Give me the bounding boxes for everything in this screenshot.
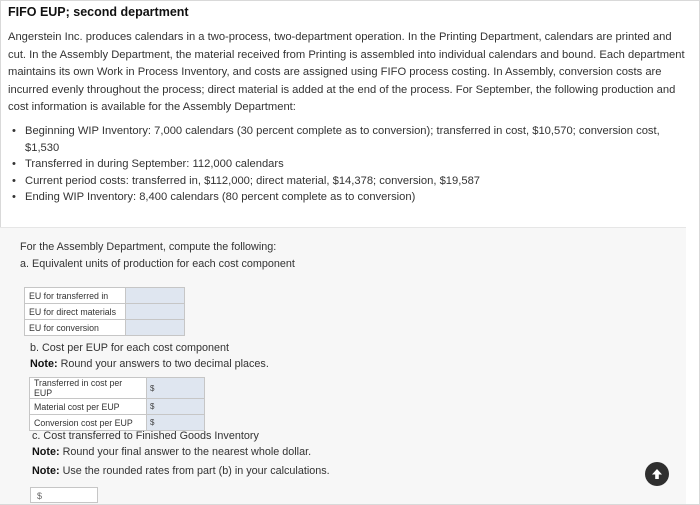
- eu-direct-materials-label: EU for direct materials: [25, 304, 126, 320]
- eu-direct-materials-input[interactable]: [126, 304, 185, 320]
- material-cost-input[interactable]: $: [147, 399, 205, 415]
- part-b-table: [29, 377, 205, 431]
- problem-title: FIFO EUP; second department: [8, 5, 189, 19]
- eu-conversion-input[interactable]: [126, 320, 185, 336]
- conversion-cost-input[interactable]: $: [147, 415, 205, 431]
- finished-goods-cost-input[interactable]: $: [30, 487, 98, 503]
- list-item: • Current period costs: transferred in, $112,000; direct material, $14,378; conversion, $19,587: [12, 174, 481, 187]
- part-a-label: a. Equivalent units of production for each cost component: [20, 258, 295, 270]
- material-cost-label: Material cost per EUP: [30, 399, 147, 415]
- eu-transferred-in-label: EU for transferred in: [25, 288, 126, 304]
- part-b-label: b. Cost per EUP for each cost component: [30, 342, 230, 354]
- part-c-note-1: Note: Round your final answer to the nearest whole dollar.: [32, 446, 312, 458]
- part-b-note: Note: Round your answers to two decimal places.: [30, 358, 269, 370]
- part-c-note-2: Note: Use the rounded rates from part (b) in your calculations.: [32, 465, 330, 477]
- problem-intro: Angerstein Inc. produces calendars in a two-process, two-department operation. In the Printing Department, calendars are printed and cut. In the Assembly Department, the material received from Printing is assembled into individual calendars and bound. Each department maintains its own Work in Process Inventory, and costs are assigned using FIFO process costing. In Assembly, conversion costs are incurred evenly throughout the process; direct material is added at the end of the process. For September, the following production and cost information is available for the Assembly Department:: [8, 31, 685, 113]
- eu-transferred-in-input[interactable]: [126, 288, 185, 304]
- info-list: [8, 123, 688, 206]
- part-c-label: c. Cost transferred to Finished Goods Inventory: [32, 430, 259, 442]
- conversion-cost-label: Conversion cost per EUP: [30, 415, 147, 431]
- list-item: • Ending WIP Inventory: 8,400 calendars (80 percent complete as to conversion): [12, 191, 416, 203]
- list-item: • Beginning WIP Inventory: 7,000 calendars (30 percent complete as to conversion); transferred in cost, $10,570; conversion cost, $1,530: [12, 125, 660, 154]
- task-intro: For the Assembly Department, compute the following:: [20, 241, 277, 253]
- up-arrow-icon: [650, 467, 664, 481]
- transferred-in-cost-label: Transferred in cost per EUP: [30, 378, 147, 399]
- scroll-up-button[interactable]: [645, 462, 669, 486]
- transferred-in-cost-input[interactable]: $: [147, 378, 205, 399]
- eu-conversion-label: EU for conversion: [25, 320, 126, 336]
- part-a-table: [24, 287, 185, 336]
- list-item: • Transferred in during September: 112,000 calendars: [12, 158, 284, 170]
